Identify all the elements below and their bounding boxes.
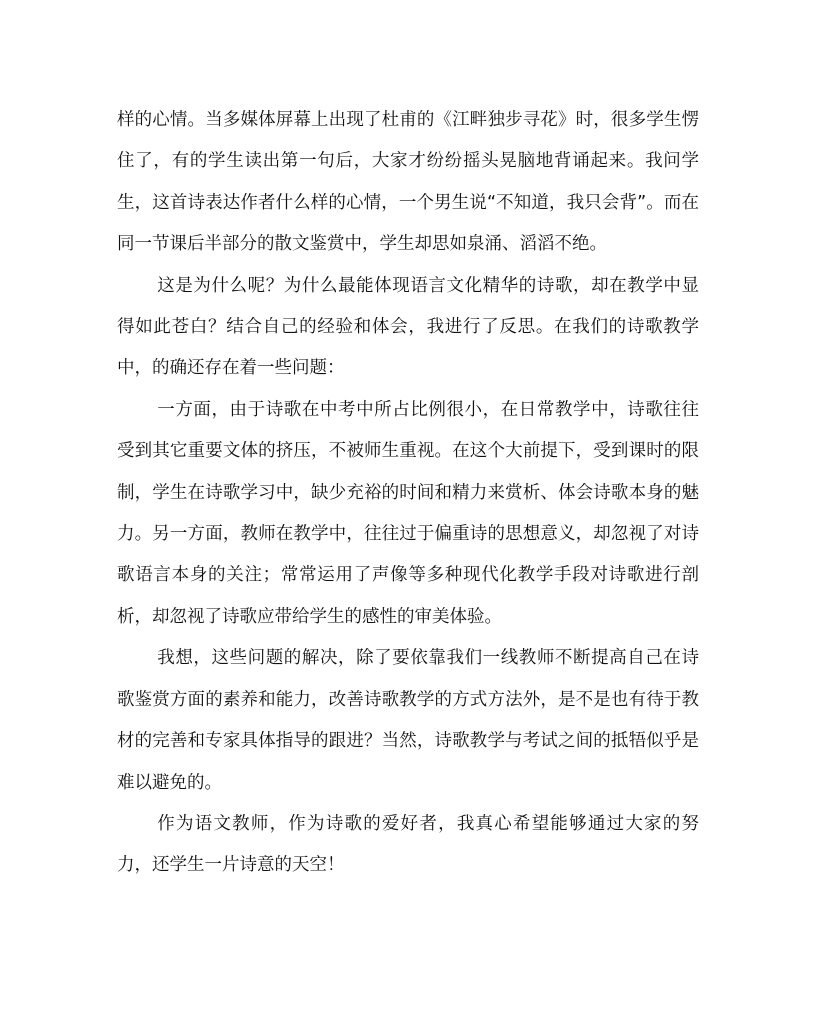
paragraph-1: 样的心情。当多媒体屏幕上出现了杜甫的《江畔独步寻花》时，很多学生愣住了，有的学生读出第一句后，大家才纷纷摇头晃脑地背诵起来。我问学生，这首诗表达作者什么样的心情，一个男生说“不知道，我只会背”。而在同一节课后半部分的散文鉴赏中，学生却思如泉涌、滔滔不绝。 [117, 110, 699, 255]
paragraph-4: 我想，这些问题的解决，除了要依靠我们一线教师不断提高自己在诗歌鉴赏方面的素养和能力，改善诗歌教学的方式方法外，是不是也有待于教材的完善和专家具体指导的跟进？当然，诗歌教学与考试之间的抵牾似乎是难以避免的。 [117, 648, 699, 793]
paragraph-2: 这是为什么呢？为什么最能体现语言文化精华的诗歌，却在教学中显得如此苍白？结合自己的经验和体会，我进行了反思。在我们的诗歌教学中，的确还存在着一些问题： [117, 275, 699, 379]
document-body [117, 100, 699, 887]
paragraph-3: 一方面，由于诗歌在中考中所占比例很小，在日常教学中，诗歌往往受到其它重要文体的挤压，不被师生重视。在这个大前提下，受到课时的限制，学生在诗歌学习中，缺少充裕的时间和精力来赏析、体会诗歌本身的魅力。另一方面，教师在教学中，往往过于偏重诗的思想意义，却忽视了对诗歌语言本身的关注；常常运用了声像等多种现代化教学手段对诗歌进行剖析，却忽视了诗歌应带给学生的感性的审美体验。 [117, 399, 699, 627]
paragraph-5: 作为语文教师，作为诗歌的爱好者，我真心希望能够通过大家的努力，还学生一片诗意的天空！ [117, 813, 699, 876]
